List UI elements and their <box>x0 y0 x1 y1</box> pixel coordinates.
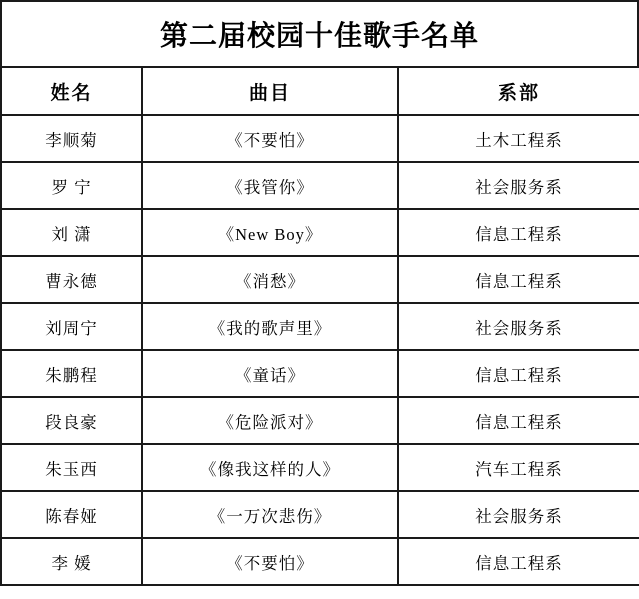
cell-department: 信息工程系 <box>398 209 639 256</box>
cell-song: 《我的歌声里》 <box>142 303 398 350</box>
cell-song: 《危险派对》 <box>142 397 398 444</box>
table-row <box>1 538 639 585</box>
cell-department: 信息工程系 <box>398 350 639 397</box>
page-title: 第二届校园十佳歌手名单 <box>159 21 479 52</box>
cell-song: 《不要怕》 <box>142 538 398 585</box>
cell-song: 《消愁》 <box>142 256 398 303</box>
table-row <box>1 209 639 256</box>
cell-name: 朱玉西 <box>1 444 142 491</box>
cell-song: 《像我这样的人》 <box>142 444 398 491</box>
table-header-row <box>1 67 639 115</box>
cell-song: 《New Boy》 <box>142 209 398 256</box>
cell-name: 刘 潇 <box>1 209 142 256</box>
cell-name: 段良豪 <box>1 397 142 444</box>
cell-name: 罗 宁 <box>1 162 142 209</box>
table-row <box>1 162 639 209</box>
table-row <box>1 303 639 350</box>
cell-department: 信息工程系 <box>398 397 639 444</box>
table-row <box>1 444 639 491</box>
column-header-name: 姓名 <box>1 67 142 115</box>
column-header-department: 系部 <box>398 67 639 115</box>
cell-name: 陈春娅 <box>1 491 142 538</box>
cell-department: 社会服务系 <box>398 303 639 350</box>
cell-song: 《一万次悲伤》 <box>142 491 398 538</box>
cell-name: 曹永德 <box>1 256 142 303</box>
column-header-song: 曲目 <box>142 67 398 115</box>
table-body <box>1 115 639 585</box>
table-header <box>1 67 639 115</box>
singer-roster-table <box>0 66 639 586</box>
cell-song: 《不要怕》 <box>142 115 398 162</box>
cell-department: 土木工程系 <box>398 115 639 162</box>
cell-song: 《我管你》 <box>142 162 398 209</box>
cell-name: 李 媛 <box>1 538 142 585</box>
table-row <box>1 397 639 444</box>
table-row <box>1 115 639 162</box>
document-title-row <box>0 0 639 66</box>
cell-name: 李顺菊 <box>1 115 142 162</box>
table-row <box>1 256 639 303</box>
cell-department: 汽车工程系 <box>398 444 639 491</box>
cell-song: 《童话》 <box>142 350 398 397</box>
table-row <box>1 491 639 538</box>
cell-department: 社会服务系 <box>398 491 639 538</box>
cell-name: 朱鹏程 <box>1 350 142 397</box>
cell-department: 信息工程系 <box>398 256 639 303</box>
cell-department: 信息工程系 <box>398 538 639 585</box>
table-row <box>1 350 639 397</box>
cell-department: 社会服务系 <box>398 162 639 209</box>
cell-name: 刘周宁 <box>1 303 142 350</box>
